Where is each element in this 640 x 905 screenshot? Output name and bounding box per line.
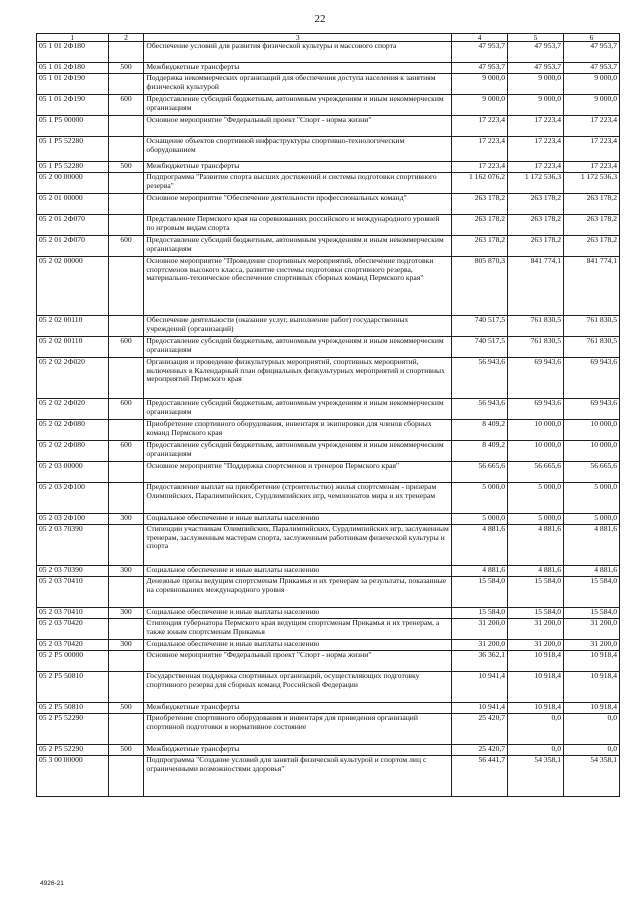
row-value-cell: 15 584,0 (508, 577, 564, 608)
row-name-cell: Межбюджетные трансферты (144, 703, 452, 714)
table-row (37, 215, 620, 236)
table-row (37, 173, 620, 194)
row-name-cell: Предоставление выплат на приобретение (строительство) жилья спортсменам - призерам Олимпийских, Паралимпийских, Сурдлимпийских игр, чемпионатов мира и их тренерам (144, 483, 452, 514)
header-cell: 1 (37, 34, 109, 42)
table-row (37, 566, 620, 577)
row-value-cell: 9 000,0 (452, 74, 508, 95)
table-row (37, 703, 620, 714)
row-vr-cell (108, 525, 144, 566)
table-row (37, 640, 620, 651)
row-value-cell: 17 223,4 (508, 116, 564, 137)
row-name-cell: Приобретение спортивного оборудования, инвентаря и экипировки для членов сборных команд Пермского края (144, 420, 452, 441)
row-code-cell: 05 2 02 00000 (37, 257, 109, 316)
row-value-cell: 761 830,5 (564, 316, 620, 337)
table-body (37, 42, 620, 797)
row-value-cell: 10 918,4 (564, 703, 620, 714)
row-value-cell: 15 584,0 (452, 608, 508, 619)
row-value-cell: 10 000,0 (508, 420, 564, 441)
row-code-cell: 05 2 01 2Ф070 (37, 236, 109, 257)
row-value-cell: 4 881,6 (564, 566, 620, 577)
row-name-cell: Организация и проведение физкультурных мероприятий, спортивных мероприятий, включенных в Календарный план официальных физкультурных мероприятий и спортивных мероприятий Пермского края (144, 358, 452, 399)
footer-code: 4926-21 (40, 880, 64, 887)
row-code-cell: 05 2 P5 52290 (37, 745, 109, 756)
row-vr-cell: 300 (108, 514, 144, 525)
row-value-cell: 0,0 (508, 745, 564, 756)
row-value-cell: 17 223,4 (508, 137, 564, 162)
table-row (37, 236, 620, 257)
row-code-cell: 05 2 02 00110 (37, 316, 109, 337)
row-value-cell: 263 178,2 (564, 194, 620, 215)
row-code-cell: 05 2 02 2Ф020 (37, 358, 109, 399)
table-row (37, 194, 620, 215)
row-name-cell: Подпрограмма "Развитие спорта высших достижений и системы подготовки спортивного резерва" (144, 173, 452, 194)
table-row (37, 162, 620, 173)
row-value-cell: 31 200,0 (564, 619, 620, 640)
table-row (37, 462, 620, 483)
row-value-cell: 761 830,5 (508, 337, 564, 358)
row-name-cell: Основное мероприятие "Проведение спортивных мероприятий, обеспечение подготовки спортсменов высокого класса, развитие системы подготовки спортивного резерва, материально-техническое обеспечение спортивных сборных команд Пермского края" (144, 257, 452, 316)
table-row (37, 745, 620, 756)
row-value-cell: 10 918,4 (564, 672, 620, 703)
row-value-cell: 10 000,0 (564, 420, 620, 441)
row-name-cell: Основное мероприятие "Федеральный проект "Спорт - норма жизни" (144, 116, 452, 137)
row-vr-cell (108, 257, 144, 316)
row-value-cell: 0,0 (564, 745, 620, 756)
row-value-cell: 263 178,2 (508, 194, 564, 215)
row-value-cell: 56 665,6 (564, 462, 620, 483)
row-value-cell: 17 223,4 (452, 116, 508, 137)
row-value-cell: 9 000,0 (564, 74, 620, 95)
row-name-cell: Социальное обеспечение и иные выплаты населению (144, 640, 452, 651)
table-row (37, 525, 620, 566)
row-value-cell: 47 953,7 (564, 42, 620, 63)
table-row (37, 137, 620, 162)
row-code-cell: 05 1 01 2Ф190 (37, 74, 109, 95)
table-row (37, 577, 620, 608)
row-vr-cell (108, 577, 144, 608)
row-value-cell: 47 953,7 (564, 63, 620, 74)
row-name-cell: Приобретение спортивного оборудования и инвентаря для приведения организаций спортивной подготовки в нормативное состояние (144, 714, 452, 745)
row-value-cell: 841 774,1 (564, 257, 620, 316)
row-value-cell: 25 420,7 (452, 745, 508, 756)
row-value-cell: 10 941,4 (452, 672, 508, 703)
row-name-cell: Предоставление субсидий бюджетным, автономным учреждениям и иным некоммерческим организациям (144, 399, 452, 420)
table-row (37, 651, 620, 672)
row-value-cell: 56 441,7 (452, 756, 508, 797)
table-row (37, 399, 620, 420)
table-row (37, 756, 620, 797)
row-vr-cell (108, 672, 144, 703)
row-value-cell: 17 223,4 (564, 137, 620, 162)
row-value-cell: 263 178,2 (452, 236, 508, 257)
row-vr-cell (108, 316, 144, 337)
row-value-cell: 263 178,2 (508, 236, 564, 257)
row-value-cell: 0,0 (508, 714, 564, 745)
table-row (37, 441, 620, 462)
row-value-cell: 69 943,6 (564, 399, 620, 420)
header-cell: 2 (108, 34, 144, 42)
table-row (37, 63, 620, 74)
row-name-cell: Межбюджетные трансферты (144, 162, 452, 173)
row-name-cell: Поддержка некоммерческих организаций для обеспечения доступа населения к занятиям физической культурой (144, 74, 452, 95)
row-value-cell: 15 584,0 (564, 577, 620, 608)
table-row (37, 116, 620, 137)
row-code-cell: 05 2 02 2Ф020 (37, 399, 109, 420)
budget-table (36, 33, 620, 797)
row-vr-cell: 600 (108, 236, 144, 257)
row-value-cell: 9 000,0 (508, 95, 564, 116)
row-name-cell: Стипендия губернатора Пермского края ведущим спортсменам Прикамья и их тренерам, а также юным спортсменам Прикамья (144, 619, 452, 640)
row-value-cell: 8 409,2 (452, 441, 508, 462)
row-value-cell: 5 000,0 (508, 514, 564, 525)
row-code-cell: 05 3 00 00000 (37, 756, 109, 797)
row-value-cell: 1 172 536,3 (564, 173, 620, 194)
row-value-cell: 15 584,0 (564, 608, 620, 619)
row-value-cell: 9 000,0 (508, 74, 564, 95)
row-code-cell: 05 2 P5 50810 (37, 672, 109, 703)
row-value-cell: 263 178,2 (564, 236, 620, 257)
row-vr-cell: 500 (108, 745, 144, 756)
table-header-row (37, 34, 620, 42)
row-vr-cell (108, 173, 144, 194)
row-name-cell: Обеспечение деятельности (оказание услуг, выполнение работ) государственных учреждений (организаций) (144, 316, 452, 337)
row-code-cell: 05 2 02 00110 (37, 337, 109, 358)
table-row (37, 74, 620, 95)
row-value-cell: 15 584,0 (452, 577, 508, 608)
row-name-cell: Оснащение объектов спортивной инфраструктуры спортивно-технологическим оборудованием (144, 137, 452, 162)
table-row (37, 483, 620, 514)
row-value-cell: 10 918,4 (508, 703, 564, 714)
row-value-cell: 5 000,0 (452, 483, 508, 514)
row-name-cell: Представление Пермского края на соревнованиях российского и международного уровней по игровым видам спорта (144, 215, 452, 236)
row-vr-cell (108, 358, 144, 399)
row-name-cell: Предоставление субсидий бюджетным, автономным учреждениям и иным некоммерческим организациям (144, 441, 452, 462)
row-vr-cell (108, 420, 144, 441)
row-value-cell: 4 881,6 (508, 566, 564, 577)
row-code-cell: 05 1 01 2Ф180 (37, 42, 109, 63)
row-value-cell: 17 223,4 (452, 162, 508, 173)
header-cell: 5 (508, 34, 564, 42)
row-value-cell: 47 953,7 (508, 63, 564, 74)
row-vr-cell (108, 483, 144, 514)
row-value-cell: 17 223,4 (452, 137, 508, 162)
row-code-cell: 05 2 02 2Ф080 (37, 441, 109, 462)
row-value-cell: 47 953,7 (452, 42, 508, 63)
row-value-cell: 1 172 536,3 (508, 173, 564, 194)
row-value-cell: 15 584,0 (508, 608, 564, 619)
row-value-cell: 36 362,1 (452, 651, 508, 672)
row-value-cell: 56 943,6 (452, 358, 508, 399)
row-value-cell: 4 881,6 (452, 525, 508, 566)
page-number: 22 (314, 13, 326, 25)
row-code-cell: 05 2 P5 00000 (37, 651, 109, 672)
row-value-cell: 4 881,6 (564, 525, 620, 566)
row-value-cell: 10 000,0 (564, 441, 620, 462)
table-row (37, 337, 620, 358)
table-row (37, 257, 620, 316)
header-cell: 3 (144, 34, 452, 42)
row-code-cell: 05 2 02 2Ф080 (37, 420, 109, 441)
row-name-cell: Межбюджетные трансферты (144, 745, 452, 756)
row-vr-cell (108, 619, 144, 640)
row-name-cell: Обеспечение условий для развития физической культуры и массового спорта (144, 42, 452, 63)
row-name-cell: Предоставление субсидий бюджетным, автономным учреждениям и иным некоммерческим организациям (144, 95, 452, 116)
row-name-cell: Межбюджетные трансферты (144, 63, 452, 74)
row-code-cell: 05 2 03 70390 (37, 566, 109, 577)
row-vr-cell: 500 (108, 63, 144, 74)
table-row (37, 672, 620, 703)
row-value-cell: 263 178,2 (564, 215, 620, 236)
row-vr-cell (108, 42, 144, 63)
row-vr-cell (108, 194, 144, 215)
row-code-cell: 05 1 01 2Ф190 (37, 95, 109, 116)
table-row (37, 514, 620, 525)
row-value-cell: 761 830,5 (508, 316, 564, 337)
row-code-cell: 05 2 P5 50810 (37, 703, 109, 714)
row-code-cell: 05 2 03 2Ф100 (37, 483, 109, 514)
row-value-cell: 31 200,0 (508, 619, 564, 640)
row-vr-cell (108, 215, 144, 236)
row-name-cell: Денежные призы ведущим спортсменам Прикамья и их тренерам за результаты, показанные на соревнованиях международного уровня (144, 577, 452, 608)
row-value-cell: 17 223,4 (564, 162, 620, 173)
row-name-cell: Предоставление субсидий бюджетным, автономным учреждениям и иным некоммерческим организациям (144, 236, 452, 257)
row-vr-cell: 300 (108, 608, 144, 619)
row-value-cell: 47 953,7 (508, 42, 564, 63)
row-code-cell: 05 2 03 70410 (37, 577, 109, 608)
header-cell: 6 (564, 34, 620, 42)
row-vr-cell (108, 116, 144, 137)
table-row (37, 316, 620, 337)
row-value-cell: 740 517,5 (452, 316, 508, 337)
row-vr-cell: 600 (108, 95, 144, 116)
row-vr-cell: 600 (108, 441, 144, 462)
row-code-cell: 05 2 03 70420 (37, 619, 109, 640)
row-value-cell: 69 943,6 (508, 358, 564, 399)
row-code-cell: 05 2 P5 52290 (37, 714, 109, 745)
row-value-cell: 56 665,6 (452, 462, 508, 483)
row-value-cell: 17 223,4 (564, 116, 620, 137)
table-row (37, 358, 620, 399)
row-value-cell: 69 943,6 (564, 358, 620, 399)
table-row (37, 608, 620, 619)
row-value-cell: 5 000,0 (508, 483, 564, 514)
row-code-cell: 05 2 03 2Ф100 (37, 514, 109, 525)
row-value-cell: 263 178,2 (452, 194, 508, 215)
row-name-cell: Основное мероприятие "Поддержка спортсменов и тренеров Пермского края" (144, 462, 452, 483)
row-value-cell: 10 918,4 (508, 672, 564, 703)
row-code-cell: 05 1 P5 00000 (37, 116, 109, 137)
header-cell: 4 (452, 34, 508, 42)
row-name-cell: Государственная поддержка спортивных организаций, осуществляющих подготовку спортивного резерва для сборных команд Российской Федерации (144, 672, 452, 703)
row-value-cell: 10 000,0 (508, 441, 564, 462)
row-value-cell: 740 517,5 (452, 337, 508, 358)
table-row (37, 42, 620, 63)
table-row (37, 420, 620, 441)
row-value-cell: 56 943,6 (452, 399, 508, 420)
row-name-cell: Основное мероприятие "Обеспечение деятельности профессиональных команд" (144, 194, 452, 215)
row-value-cell: 1 162 076,2 (452, 173, 508, 194)
row-code-cell: 05 2 03 00000 (37, 462, 109, 483)
row-value-cell: 5 000,0 (564, 514, 620, 525)
row-value-cell: 17 223,4 (508, 162, 564, 173)
row-value-cell: 25 420,7 (452, 714, 508, 745)
table-row (37, 619, 620, 640)
row-code-cell: 05 1 P5 52280 (37, 162, 109, 173)
row-value-cell: 54 358,1 (564, 756, 620, 797)
row-value-cell: 761 830,5 (564, 337, 620, 358)
row-vr-cell: 300 (108, 640, 144, 651)
row-name-cell: Социальное обеспечение и иные выплаты населению (144, 514, 452, 525)
row-value-cell: 31 200,0 (452, 640, 508, 651)
row-vr-cell: 500 (108, 162, 144, 173)
row-vr-cell: 300 (108, 566, 144, 577)
row-value-cell: 56 665,6 (508, 462, 564, 483)
row-code-cell: 05 1 01 2Ф180 (37, 63, 109, 74)
row-code-cell: 05 2 01 00000 (37, 194, 109, 215)
row-code-cell: 05 1 P5 52280 (37, 137, 109, 162)
row-value-cell: 31 200,0 (508, 640, 564, 651)
row-value-cell: 263 178,2 (508, 215, 564, 236)
row-name-cell: Основное мероприятие "Федеральный проект "Спорт - норма жизни" (144, 651, 452, 672)
row-value-cell: 8 409,2 (452, 420, 508, 441)
row-vr-cell (108, 714, 144, 745)
row-value-cell: 5 000,0 (564, 483, 620, 514)
row-value-cell: 10 918,4 (508, 651, 564, 672)
row-name-cell: Предоставление субсидий бюджетным, автономным учреждениям и иным некоммерческим организациям (144, 337, 452, 358)
row-value-cell: 69 943,6 (508, 399, 564, 420)
row-name-cell: Социальное обеспечение и иные выплаты населению (144, 566, 452, 577)
row-name-cell: Стипендии участникам Олимпийских, Паралимпийских, Сурдлимпийских игр, заслуженным тренерам, заслуженным мастерам спорта, заслуженным работникам физической культуры и спорта (144, 525, 452, 566)
row-value-cell: 841 774,1 (508, 257, 564, 316)
row-value-cell: 31 200,0 (452, 619, 508, 640)
row-vr-cell: 500 (108, 703, 144, 714)
row-vr-cell (108, 137, 144, 162)
row-name-cell: Социальное обеспечение и иные выплаты населению (144, 608, 452, 619)
row-code-cell: 05 2 03 70390 (37, 525, 109, 566)
row-value-cell: 10 941,4 (452, 703, 508, 714)
row-name-cell: Подпрограмма "Создание условий для занятий физической культурой и спортом лиц с ограниченными возможностями здоровья" (144, 756, 452, 797)
row-vr-cell: 600 (108, 337, 144, 358)
row-code-cell: 05 2 01 2Ф070 (37, 215, 109, 236)
row-vr-cell: 600 (108, 399, 144, 420)
row-value-cell: 54 358,1 (508, 756, 564, 797)
row-value-cell: 5 000,0 (452, 514, 508, 525)
row-vr-cell (108, 74, 144, 95)
row-vr-cell (108, 756, 144, 797)
row-value-cell: 0,0 (564, 714, 620, 745)
row-value-cell: 10 918,4 (564, 651, 620, 672)
row-value-cell: 4 881,6 (452, 566, 508, 577)
row-vr-cell (108, 651, 144, 672)
row-code-cell: 05 2 00 00000 (37, 173, 109, 194)
row-value-cell: 805 870,3 (452, 257, 508, 316)
row-code-cell: 05 2 03 70410 (37, 608, 109, 619)
row-code-cell: 05 2 03 70420 (37, 640, 109, 651)
row-value-cell: 9 000,0 (564, 95, 620, 116)
row-vr-cell (108, 462, 144, 483)
table-row (37, 714, 620, 745)
row-value-cell: 4 881,6 (508, 525, 564, 566)
row-value-cell: 47 953,7 (452, 63, 508, 74)
row-value-cell: 31 200,0 (564, 640, 620, 651)
table-row (37, 95, 620, 116)
row-value-cell: 9 000,0 (452, 95, 508, 116)
row-value-cell: 263 178,2 (452, 215, 508, 236)
